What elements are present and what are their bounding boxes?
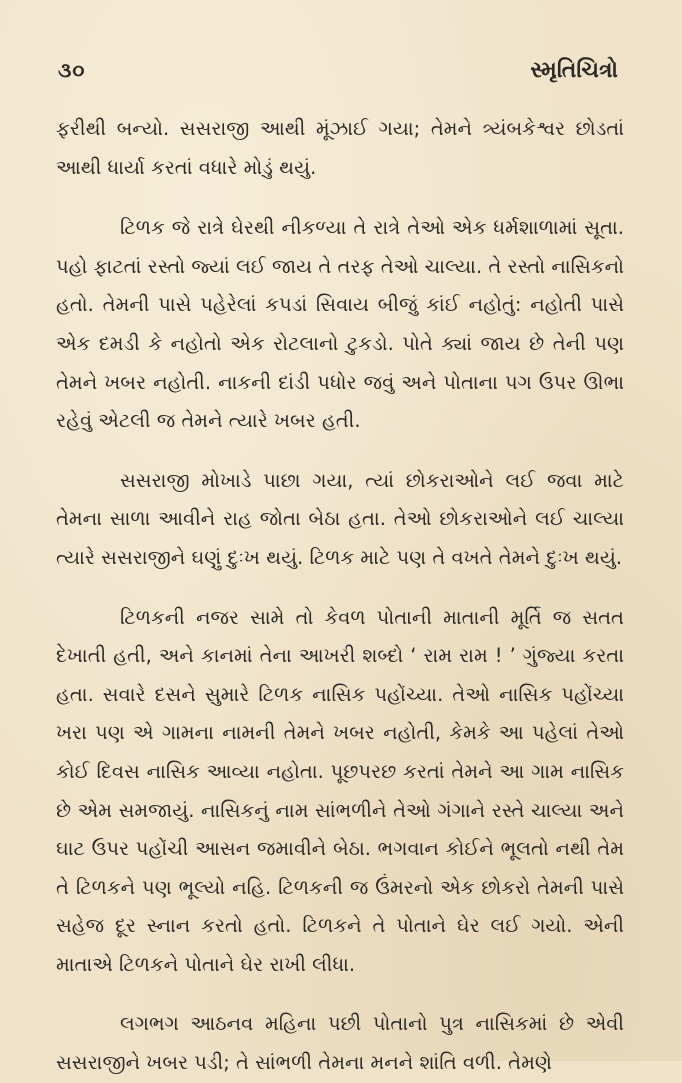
paragraph-3: સસરાજી મોખાડે પાછા ગયા, ત્યાં છોકરાઓને લઈ જવા માટે તેમના સાળા આવીને રાહ જોતા બેઠા હતા. તેઓ છોકરાઓને લઈ ચાલ્યા ત્યારે સસરાજીને ઘણું દુઃખ થયું. ટિળક માટે પણ તે વખતે તેમને દુઃખ થયું. — [56, 468, 624, 569]
paragraph-5: લગભગ આઠનવ મહિના પછી પોતાનો પુત્ર નાસિકમાં છે એવી સસરાજીને ખબર પડી; તે સાંભળી તેમના મનને શાંતિ વળી. તેમણે — [56, 1012, 624, 1075]
page-number: ૩૦ — [58, 58, 86, 82]
body-text — [56, 110, 624, 1083]
paragraph-4: ટિળકની નજર સામે તો કેવળ પોતાની માતાની મૂર્તિ જ સતત દેખાતી હતી, અને કાનમાં તેના આખરી શબ્દો ‘ રામ રામ ! ’ ગુંજ્યા કરતા હતા. સવારે દસને સુમારે ટિળક નાસિક પહોંચ્યા. તેઓ નાસિક પહોંચ્યા ખરા પણ એ ગામના નામની તેમને ખબર નહોતી, કેમકે આ પહેલાં તેઓ કોઈ દિવસ નાસિક આવ્યા નહોતા. પૂછપરછ કરતાં તેમને આ ગામ નાસિક છે એમ સમજાયું. નાસિકનું નામ સાંભળીને તેઓ ગંગાને રસ્તે ચાલ્યા અને ઘાટ ઉપર પહોંચી આસન જમાવીને બેઠા. ભગવાન કોઈને ભૂલતો નથી તેમ તે ટિળકને પણ ભૂલ્યો નહિ. ટિળકની જ ઉંમરનો એક છોકરો તેમની પાસે સહેજ દૂર સ્નાન કરતો હતો. ટિળકને તે પોતાને ઘેર લઈ ગયો. એની માતાએ ટિળકને પોતાને ઘેર રાખી લીધા. — [56, 605, 624, 976]
running-title: સ્મૃતિચિત્રો — [530, 58, 618, 83]
page-header — [58, 58, 618, 88]
paragraph-2: ટિળક જે રાત્રે ઘેરથી નીકળ્યા તે રાત્રે તેઓ એક ધર્મશાળામાં સૂતા. પહો ફાટતાં રસ્તો જ્યાં લઈ જાય તે તરફ તેઓ ચાલ્યા. તે રસ્તો નાસિકનો હતો. તેમની પાસે પહેરેલાં કપડાં સિવાય બીજું કાંઈ નહોતું: નહોતી પાસે એક દમડી કે નહોતો એક રોટલાનો ટુકડો. પોતે ક્યાં જાય છે તેની પણ તેમને ખબર નહોતી. નાકની દાંડી પધોર જવું અને પોતાના પગ ઉપર ઊભા રહેવું એટલી જ તેમને ત્યારે ખબર હતી. — [56, 216, 624, 433]
paragraph-1: ફરીથી બન્યો. સસરાજી આથી મૂંઝાઈ ગયા; તેમને ત્ર્યંબકેશ્વર છોડતાં આથી ધાર્યા કરતાં વધારે મોડું થયું. — [56, 117, 624, 179]
